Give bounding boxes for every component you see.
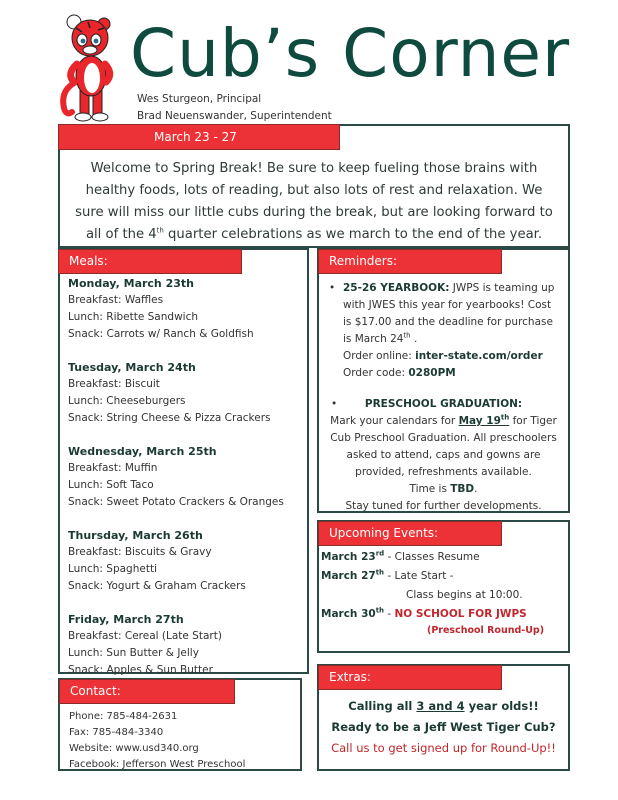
event-date bbox=[321, 551, 384, 563]
ordinal-suffix: th bbox=[403, 331, 411, 340]
graduation-text bbox=[325, 413, 562, 481]
ordinal-suffix: th bbox=[375, 606, 385, 615]
meal-snack: Snack: Apples & Sun Butter bbox=[68, 664, 213, 676]
meal-snack: Snack: String Cheese & Pizza Crackers bbox=[68, 412, 271, 424]
order-online-link[interactable]: inter-state.com/order bbox=[415, 350, 543, 362]
graduation-time bbox=[325, 481, 562, 498]
welcome-line bbox=[68, 224, 560, 246]
ordinal-suffix: th bbox=[156, 226, 164, 235]
event-text: - Classes Resume bbox=[384, 551, 480, 563]
meals-list bbox=[68, 275, 303, 695]
meal-day-monday bbox=[68, 275, 303, 343]
reminders-tab bbox=[318, 249, 502, 274]
contact-fax: Fax: 785-484-3340 bbox=[69, 727, 164, 738]
ordinal-suffix: th bbox=[500, 413, 510, 422]
meal-day-tuesday bbox=[68, 359, 303, 427]
meal-lunch: Lunch: Ribette Sandwich bbox=[68, 311, 198, 323]
meal-day-wednesday bbox=[68, 443, 303, 511]
event-item bbox=[321, 548, 564, 567]
event-date-text: March 23 bbox=[321, 551, 376, 563]
graduation-heading: PRESCHOOL GRADUATION: bbox=[364, 398, 523, 410]
meal-breakfast: Breakfast: Cereal (Late Start) bbox=[68, 630, 222, 642]
events-section bbox=[317, 520, 570, 653]
events-tab bbox=[318, 521, 502, 546]
events-list bbox=[321, 548, 564, 638]
meals-tab bbox=[58, 249, 242, 274]
meal-snack: Snack: Carrots w/ Ranch & Goldfish bbox=[68, 328, 254, 340]
time-value: TBD bbox=[450, 483, 475, 495]
extras-tab bbox=[318, 665, 502, 690]
bullet-icon: • bbox=[329, 282, 336, 294]
welcome-message bbox=[68, 158, 560, 246]
extras-line-2: Ready to be a Jeff West Tiger Cub? bbox=[331, 720, 556, 734]
order-code-value: 0280PM bbox=[408, 367, 456, 379]
contact-label: Contact: bbox=[70, 684, 121, 698]
extras-text: year olds!! bbox=[464, 699, 539, 713]
time-end: . bbox=[474, 483, 478, 495]
meal-day-thursday bbox=[68, 527, 303, 595]
order-code-label: Order code: bbox=[343, 367, 409, 379]
extras-ages: 3 and 4 bbox=[416, 699, 465, 713]
meal-snack: Snack: Yogurt & Graham Crackers bbox=[68, 580, 246, 592]
contact-website[interactable]: Website: www.usd340.org bbox=[69, 743, 199, 754]
contact-tab bbox=[59, 679, 235, 704]
welcome-line: sure will miss our little cubs during the break, but are looking forward to bbox=[75, 205, 553, 220]
graduation-date bbox=[459, 415, 510, 427]
meal-day-heading: Tuesday, March 24th bbox=[68, 361, 196, 374]
events-label: Upcoming Events: bbox=[329, 526, 439, 540]
tiger-mascot-icon bbox=[58, 12, 122, 124]
meal-breakfast: Breakfast: Waffles bbox=[68, 294, 164, 306]
welcome-line: healthy foods, lots of reading, but also lots of rest and relaxation. We bbox=[85, 183, 543, 198]
reminders-label: Reminders: bbox=[329, 254, 398, 268]
principal-name: Wes Sturgeon, Principal bbox=[137, 93, 262, 105]
extras-line-1 bbox=[319, 696, 568, 717]
yearbook-text: JWPS is teaming up with JWES this year for yearbooks! Cost is $17.00 and the deadline for purchase is March 24 bbox=[343, 282, 555, 345]
extras-label: Extras: bbox=[329, 670, 371, 684]
event-item bbox=[321, 567, 564, 586]
yearbook-heading: 25-26 YEARBOOK: bbox=[343, 282, 450, 294]
event-text: - bbox=[384, 608, 395, 620]
welcome-text: quarter celebrations as we march to the end of the year. bbox=[163, 227, 543, 242]
event-date bbox=[321, 570, 384, 582]
newsletter-title: Cub’s Corner bbox=[130, 15, 571, 92]
welcome-text: all of the 4 bbox=[85, 227, 157, 242]
event-text: - Late Start - bbox=[384, 570, 454, 582]
meals-label: Meals: bbox=[69, 254, 108, 268]
welcome-line: Welcome to Spring Break! Be sure to keep fueling those brains with bbox=[90, 161, 538, 176]
contact-facebook: Facebook: Jefferson West Preschool bbox=[69, 759, 246, 770]
meal-day-heading: Thursday, March 26th bbox=[68, 529, 203, 542]
welcome-section bbox=[58, 124, 570, 248]
order-online-label: Order online: bbox=[343, 350, 416, 362]
superintendent-name: Brad Neuenswander, Superintendent bbox=[137, 110, 332, 122]
ordinal-suffix: th bbox=[375, 568, 385, 577]
meal-lunch: Lunch: Spaghetti bbox=[68, 563, 157, 575]
event-date-text: March 27 bbox=[321, 570, 376, 582]
event-date bbox=[321, 608, 384, 620]
reminders-section bbox=[317, 248, 570, 513]
graduation-date-text: May 19 bbox=[458, 415, 501, 427]
meal-breakfast: Breakfast: Muffin bbox=[68, 462, 158, 474]
meal-day-heading: Friday, March 27th bbox=[68, 613, 184, 626]
contact-section bbox=[58, 678, 302, 771]
event-note: (Preschool Round-Up) bbox=[427, 625, 545, 636]
meal-day-heading: Monday, March 23th bbox=[68, 277, 194, 290]
contact-phone: Phone: 785-484-2631 bbox=[69, 711, 178, 722]
meal-lunch: Lunch: Cheeseburgers bbox=[68, 395, 186, 407]
graduation-text-part: for Tiger Cub Preschool Graduation. All preschoolers asked to attend, caps and gowns are provided, refreshments available. bbox=[330, 415, 557, 478]
week-date-label: March 23 - 27 bbox=[154, 130, 237, 144]
extras-text: Calling all bbox=[348, 699, 417, 713]
extras-message bbox=[319, 696, 568, 759]
bullet-icon: • bbox=[331, 398, 338, 410]
yearbook-text: . bbox=[410, 333, 418, 345]
event-highlight: NO SCHOOL FOR JWPS bbox=[394, 608, 527, 620]
meal-lunch: Lunch: Sun Butter & Jelly bbox=[68, 647, 199, 659]
graduation-reminder bbox=[325, 396, 562, 515]
meal-lunch: Lunch: Soft Taco bbox=[68, 479, 154, 491]
meal-snack: Snack: Sweet Potato Crackers & Oranges bbox=[68, 496, 284, 508]
graduation-text-part: Mark your calendars for bbox=[330, 415, 459, 427]
extras-line-3: Call us to get signed up for Round-Up!! bbox=[331, 741, 556, 755]
graduation-closing: Stay tuned for further developments. bbox=[345, 500, 542, 512]
event-item bbox=[321, 605, 564, 624]
meal-day-friday bbox=[68, 611, 303, 679]
order-code bbox=[343, 365, 560, 382]
event-date-text: March 30 bbox=[321, 608, 376, 620]
event-continuation: Class begins at 10:00. bbox=[406, 589, 523, 601]
meal-day-heading: Wednesday, March 25th bbox=[68, 445, 217, 458]
extras-section bbox=[317, 664, 570, 771]
ordinal-suffix: rd bbox=[375, 549, 385, 558]
meals-section bbox=[58, 248, 309, 674]
yearbook-reminder bbox=[329, 280, 560, 382]
time-label: Time is bbox=[409, 483, 451, 495]
meal-breakfast: Breakfast: Biscuit bbox=[68, 378, 160, 390]
contact-list bbox=[69, 709, 245, 773]
week-date-tab bbox=[58, 124, 340, 150]
meal-breakfast: Breakfast: Biscuits & Gravy bbox=[68, 546, 212, 558]
order-online bbox=[343, 348, 560, 365]
